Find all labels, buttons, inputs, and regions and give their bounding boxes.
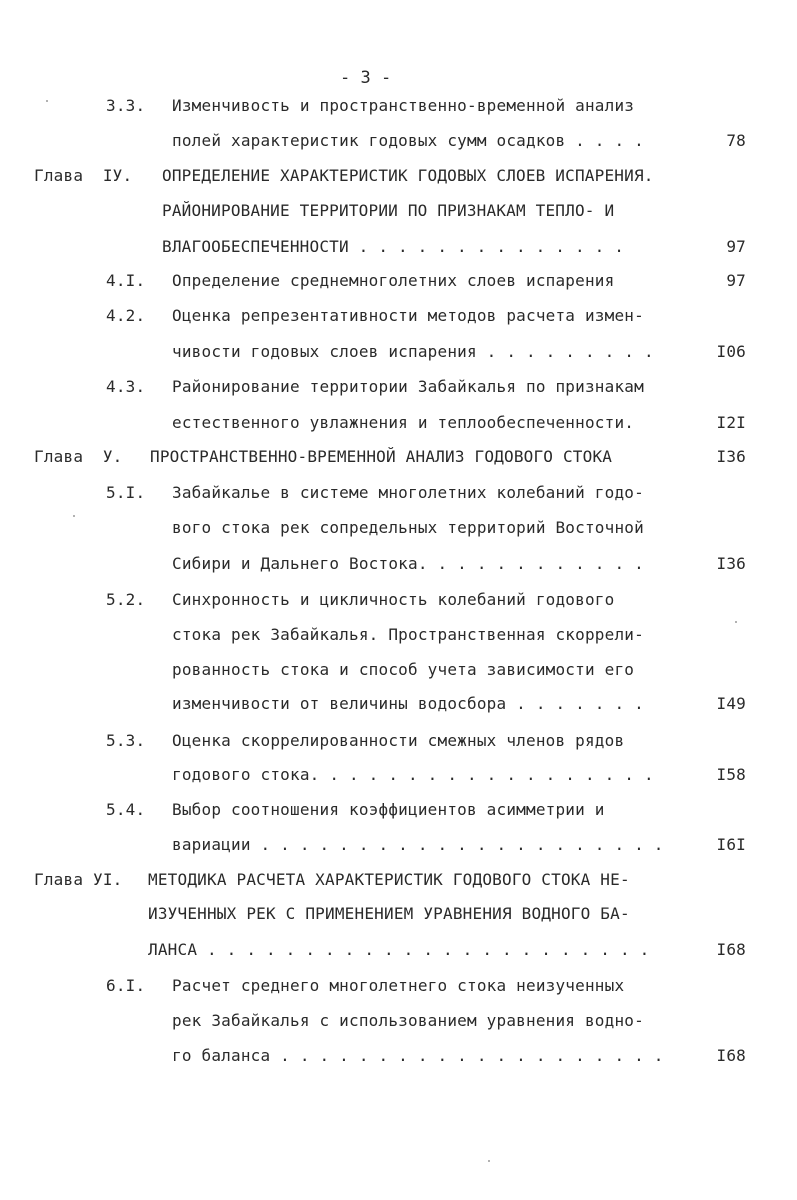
section-title-line: стока рек Забайкалья. Пространственная скоррели- [172,625,644,644]
section-title-line: Оценка репрезентативности методов расчета измен- [172,306,644,325]
toc-page-number: I6I [716,835,746,854]
section-title-line: вариации . . . . . . . . . . . . . . . . . . . . . [172,835,664,854]
section-number: 4.2. [106,306,146,325]
section-title-line: рек Забайкалья с использованием уравнения водно- [172,1011,644,1030]
section-number: 6.I. [106,976,146,995]
section-number: 5.3. [106,731,146,750]
toc-page-number: I36 [716,554,746,573]
section-title-line: годового стока. . . . . . . . . . . . . . . . . . [172,765,654,784]
chapter-label: Глава У. [34,447,123,466]
scan-speck [735,621,737,623]
section-title-line: го баланса . . . . . . . . . . . . . . . . . . . . [172,1046,664,1065]
section-title-line: Изменчивость и пространственно-временной анализ [172,96,635,115]
toc-page-number: I58 [716,765,746,784]
section-number: 5.I. [106,483,146,502]
section-title-line: вого стока рек сопредельных территорий Восточной [172,518,644,537]
chapter-label: Глава IУ. [34,166,133,185]
chapter-title-line: ИЗУЧЕННЫХ РЕК С ПРИМЕНЕНИЕМ УРАВНЕНИЯ ВОДНОГО БА- [148,904,630,923]
section-title-line: Синхронность и цикличность колебаний годового [172,590,615,609]
chapter-title-line: ЛАНСА . . . . . . . . . . . . . . . . . . . . . . . [148,940,650,959]
section-title-line: рованность стока и способ учета зависимости его [172,660,635,679]
toc-page-number: 97 [726,237,746,256]
chapter-title-line: ПРОСТРАНСТВЕННО-ВРЕМЕННОЙ АНАЛИЗ ГОДОВОГО СТОКА [150,447,613,466]
section-number: 5.4. [106,800,146,819]
chapter-title-line: РАЙОНИРОВАНИЕ ТЕРРИТОРИИ ПО ПРИЗНАКАМ ТЕПЛО- И [162,201,615,220]
toc-page-number: I68 [716,1046,746,1065]
section-title-line: Расчет среднего многолетнего стока неизученных [172,976,625,995]
section-number: 3.3. [106,96,146,115]
section-number: 5.2. [106,590,146,609]
section-number: 4.I. [106,271,146,290]
chapter-title-line: МЕТОДИКА РАСЧЕТА ХАРАКТЕРИСТИК ГОДОВОГО СТОКА НЕ- [148,870,630,889]
scan-speck [73,515,75,517]
chapter-label: Глава УI. [34,870,123,889]
section-title-line: Сибири и Дальнего Востока. . . . . . . . . . . . [172,554,644,573]
section-title-line: чивости годовых слоев испарения . . . . . . . . . [172,342,654,361]
section-number: 4.3. [106,377,146,396]
section-title-line: полей характеристик годовых сумм осадков . . . . [172,131,644,150]
toc-page-number: 78 [726,131,746,150]
scan-speck [488,1160,490,1162]
section-title-line: Оценка скоррелированности смежных членов рядов [172,731,625,750]
section-title-line: Забайкалье в системе многолетних колебаний годо- [172,483,644,502]
section-title-line: Районирование территории Забайкалья по признакам [172,377,644,396]
toc-page-number: I2I [716,413,746,432]
toc-page-number: I36 [716,447,746,466]
chapter-title-line: ОПРЕДЕЛЕНИЕ ХАРАКТЕРИСТИК ГОДОВЫХ СЛОЕВ ИСПАРЕНИЯ. [162,166,654,185]
scan-speck [46,100,48,102]
section-title-line: Выбор соотношения коэффициентов асимметрии и [172,800,605,819]
chapter-title-line: ВЛАГООБЕСПЕЧЕННОСТИ . . . . . . . . . . . . . . [162,237,625,256]
page-number: - 3 - [340,68,392,88]
section-title-line: естественного увлажнения и теплообеспеченности. [172,413,635,432]
toc-page-number: 97 [726,271,746,290]
toc-page-number: I06 [716,342,746,361]
toc-page-number: I49 [716,694,746,713]
section-title-line: изменчивости от величины водосбора . . . . . . . [172,694,644,713]
toc-page-number: I68 [716,940,746,959]
section-title-line: Определение среднемноголетних слоев испарения [172,271,615,290]
